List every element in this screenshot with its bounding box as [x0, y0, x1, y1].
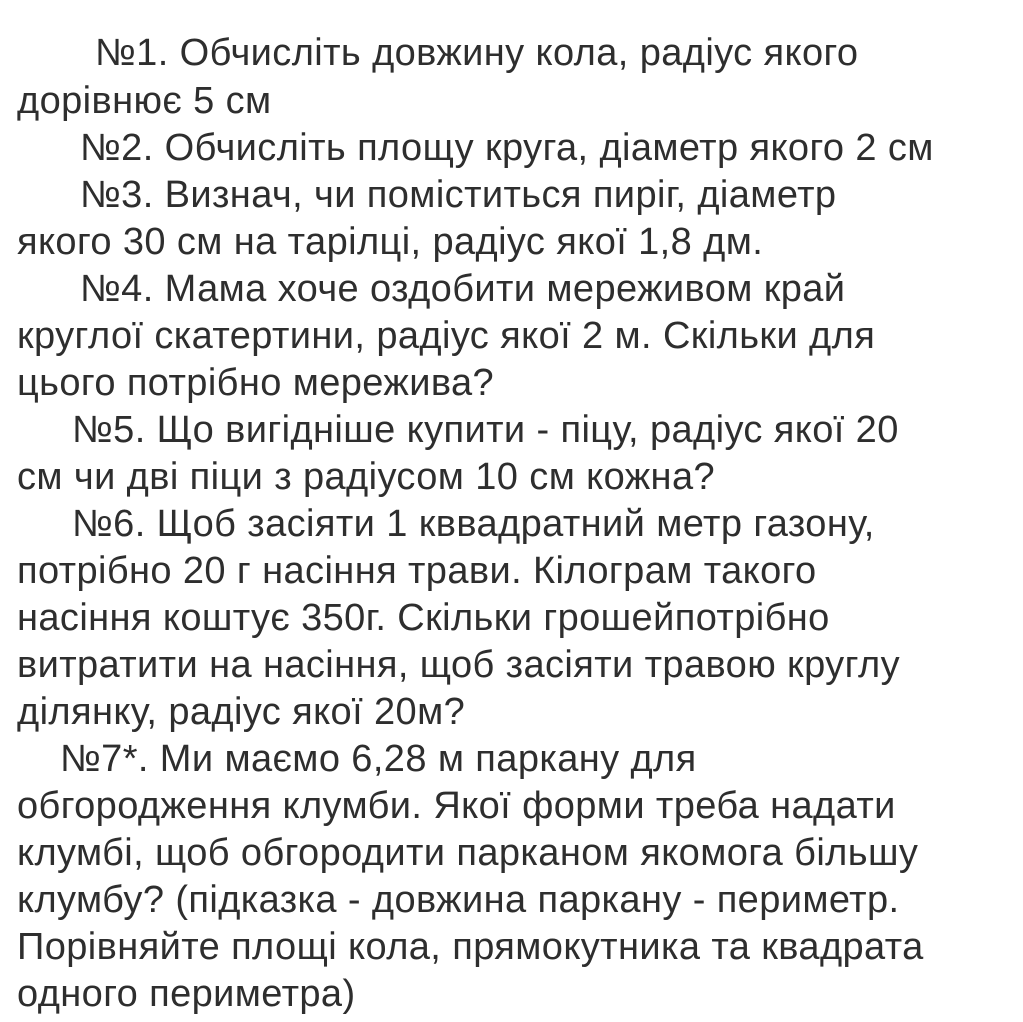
problem-7-line-2: обгородження клумби. Якої форми треба надати	[17, 785, 896, 827]
problem-2-line-1: №2. Обчисліть площу круга, діаметр якого 2 см	[80, 127, 934, 169]
problem-6-line-1: №6. Щоб засіяти 1 кввадратний метр газону,	[72, 503, 875, 545]
problem-3-line-2: якого 30 см на тарілці, радіус якої 1,8 дм.	[17, 221, 764, 263]
problem-4-line-3: цього потрібно мережива?	[17, 362, 495, 404]
problem-7-line-6: одного периметра)	[17, 973, 356, 1015]
problem-6-line-4: витратити на насіння, щоб засіяти травою круглу	[17, 644, 900, 686]
problem-7-line-4: клумбу? (підказка - довжина паркану - периметр.	[17, 879, 900, 921]
problem-5-line-2: см чи дві піци з радіусом 10 см кожна?	[17, 456, 716, 498]
problem-6-line-3: насіння коштує 350г. Скільки грошейпотрібно	[17, 597, 830, 639]
problem-1-line-1: №1. Обчисліть довжину кола, радіус якого	[95, 32, 859, 74]
problem-6-line-5: ділянку, радіус якої 20м?	[17, 691, 466, 733]
problem-5-line-1: №5. Що вигідніше купити - піцу, радіус якої 20	[72, 409, 899, 451]
problem-3-line-1: №3. Визнач, чи поміститься пиріг, діаметр	[80, 174, 837, 216]
problem-7-line-3: клумбі, щоб обгородити парканом якомога більшу	[17, 832, 919, 874]
problem-1-line-2: дорівнює 5 см	[17, 80, 272, 122]
problem-7-line-1: №7*. Ми маємо 6,28 м паркану для	[60, 738, 697, 780]
problem-4-line-2: круглої скатертини, радіус якої 2 м. Скільки для	[17, 315, 876, 357]
problem-4-line-1: №4. Мама хоче оздобити мереживом край	[80, 268, 846, 310]
problem-7-line-5: Порівняйте площі кола, прямокутника та квадрата	[17, 926, 924, 968]
problem-6-line-2: потрібно 20 г насіння трави. Кілограм такого	[17, 550, 817, 592]
